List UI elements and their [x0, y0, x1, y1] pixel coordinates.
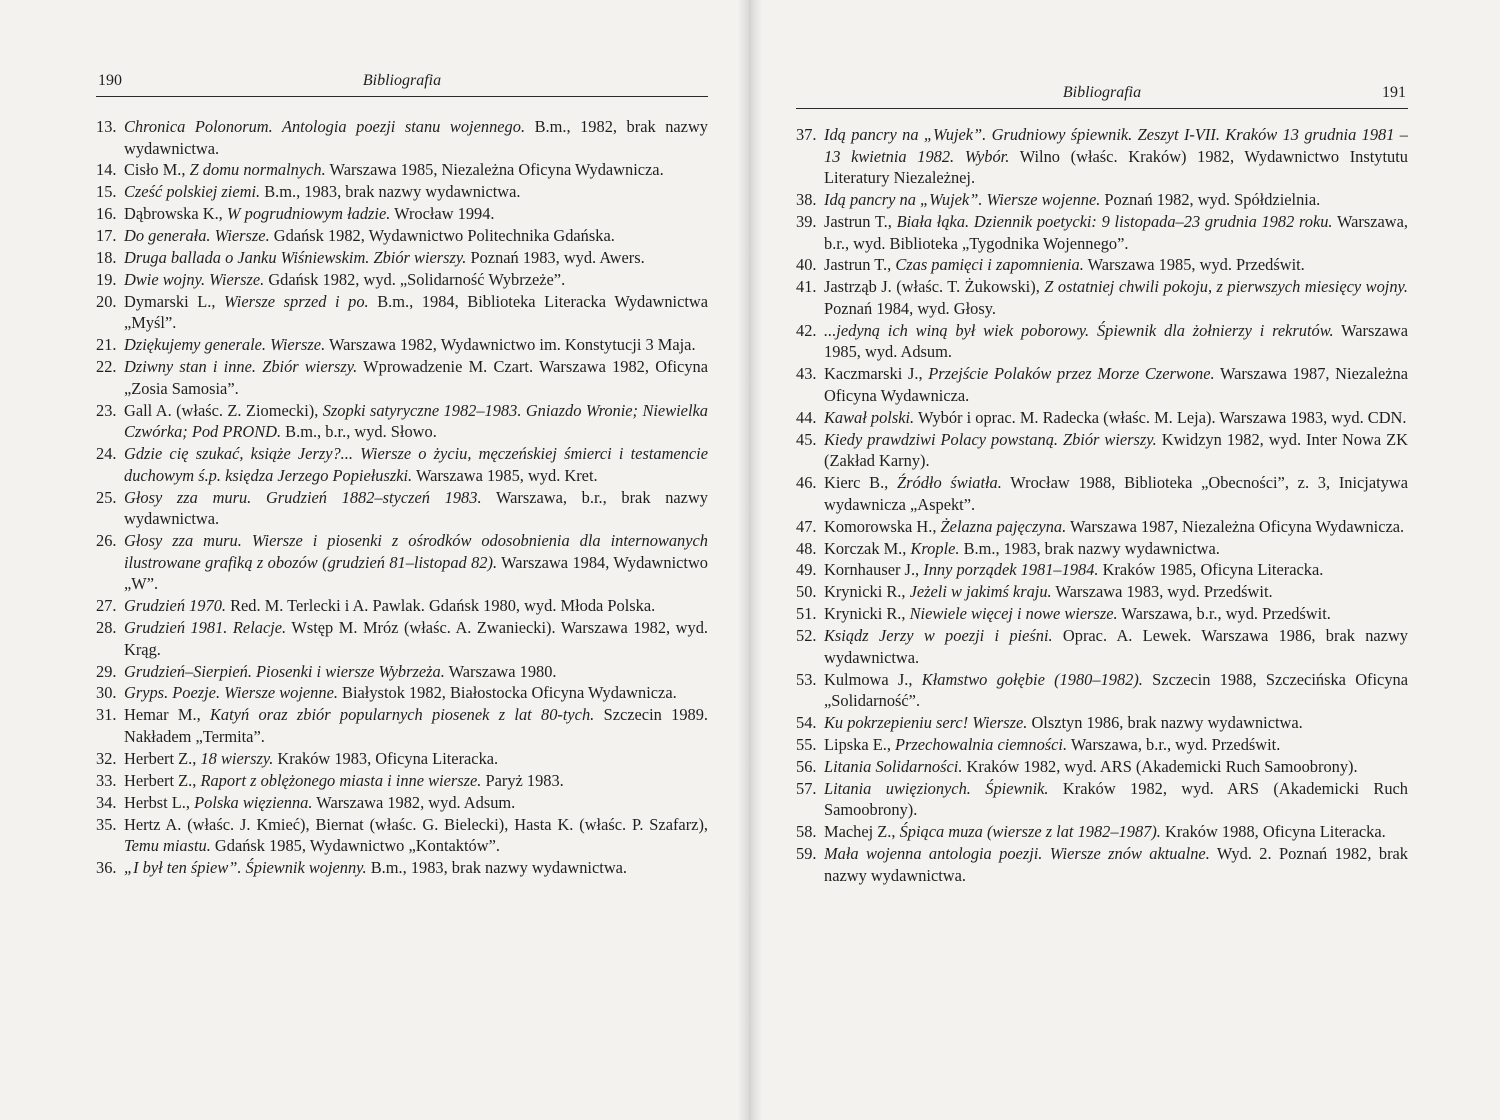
bibliography-entry [796, 756, 1408, 778]
bibliography-list [96, 116, 708, 879]
entry-number: 15. [96, 182, 117, 202]
entry-publication: Kraków 1985, Oficyna Literacka. [1098, 560, 1324, 580]
entry-title: Do generała. Wiersze. [124, 226, 270, 246]
entry-publication: Oprac. A. Lewek. Warszawa 1986, brak nazwy wydawnictwa. [824, 626, 1408, 667]
entry-title: Raport z oblężonego miasta i inne wiersze. [200, 770, 482, 790]
bibliography-entry [96, 661, 708, 683]
entry-number: 29. [96, 661, 117, 681]
entry-number: 49. [796, 560, 817, 580]
entry-number: 47. [796, 516, 817, 536]
entry-title: Gdzie cię szukać, książe Jerzy?... Wiersze o życiu, męczeńskiej śmierci i testamencie duchowym ś.p. księdza Jerzego Popiełuszki. [124, 444, 708, 485]
page-number: 191 [1382, 84, 1406, 101]
entry-title: Litania Solidarności. [824, 756, 963, 776]
bibliography-entry [96, 225, 708, 247]
entry-title: Głosy zza muru. Grudzień 1882–styczeń 1983. [124, 487, 482, 507]
entry-title: Kiedy prawdziwi Polacy powstaną. Zbiór wierszy. [824, 429, 1157, 449]
entry-author: Herbst L., [124, 792, 195, 812]
entry-publication: Wyd. 2. Poznań 1982, brak nazwy wydawnictwa. [824, 844, 1408, 885]
bibliography-entry [796, 254, 1408, 276]
bibliography-entry [796, 581, 1408, 603]
bibliography-entry [96, 269, 708, 291]
entry-number: 40. [796, 255, 817, 275]
entry-author: Herbert Z., [124, 748, 201, 768]
entry-title: Litania uwięzionych. Śpiewnik. [824, 778, 1049, 798]
entry-number: 23. [96, 400, 117, 420]
entry-title: Dziwny stan i inne. Zbiór wierszy. [124, 357, 358, 377]
entry-title: Temu miastu. [124, 836, 211, 856]
entry-publication: Warszawa, b.r., wyd. Przedświt. [1067, 734, 1281, 754]
entry-number: 48. [796, 538, 817, 558]
entry-publication: Szczecin 1988, Szczecińska Oficyna „Solidarność”. [824, 669, 1408, 711]
entry-title: Idą pancry na „Wujek”. Wiersze wojenne. [824, 190, 1101, 210]
entry-publication: Poznań 1983, wyd. Awers. [466, 248, 645, 268]
entry-author: Kulmowa J., [824, 669, 922, 689]
entry-title: Z ostatniej chwili pokoju, z pierwszych miesięcy wojny. [1044, 277, 1408, 297]
entry-author: Kornhauser J., [824, 560, 924, 580]
entry-title: Biała łąka. Dziennik poetycki: 9 listopada–23 grudnia 1982 roku. [896, 211, 1333, 231]
entry-publication: Kraków 1983, Oficyna Literacka. [273, 748, 499, 768]
entry-title: Grudzień 1970. [124, 596, 226, 616]
bibliography-entry [96, 181, 708, 203]
entry-number: 30. [96, 683, 117, 703]
entry-number: 37. [796, 125, 817, 144]
entry-publication: B.m., 1982, brak nazwy wydawnictwa. [124, 117, 708, 158]
bibliography-entry [796, 407, 1408, 429]
bibliography-entry [796, 603, 1408, 625]
bibliography-entry [796, 189, 1408, 211]
entry-publication: Warszawa 1985, wyd. Kret. [412, 465, 598, 485]
bibliography-entry [96, 770, 708, 792]
bibliography-entry [96, 116, 708, 159]
bibliography-entry [96, 748, 708, 770]
entry-publication: Warszawa 1982, Wydawnictwo im. Konstytucji 3 Maja. [325, 335, 696, 355]
bibliography-entry [796, 276, 1408, 319]
entry-publication: Gdańsk 1985, Wydawnictwo „Kontaktów”. [210, 836, 500, 856]
entry-title: Mała wojenna antologia poezji. Wiersze znów aktualne. [824, 844, 1210, 864]
entry-number: 51. [796, 604, 817, 624]
entry-title: Kawał polski. [824, 407, 915, 427]
entry-number: 44. [796, 407, 817, 427]
running-title: Bibliografia [362, 72, 442, 89]
entry-title: Głosy zza muru. Wiersze i piosenki z ośrodków odosobnienia dla internowanych ilustrowane grafiką z obozów (grudzień 81–listopad 82). [124, 531, 708, 572]
entry-title: Ku pokrzepieniu serc! Wiersze. [824, 713, 1028, 733]
bibliography-entry [96, 247, 708, 269]
bibliography-entry [796, 363, 1408, 406]
bibliography-entry [96, 334, 708, 356]
entry-publication: Wprowadzenie M. Czart. Warszawa 1982, Oficyna „Zosia Samosia”. [124, 357, 708, 398]
entry-title: ...jedyną ich winą był wiek poborowy. Śpiewnik dla żołnierzy i rekrutów. [824, 320, 1334, 340]
entry-number: 46. [796, 473, 817, 493]
entry-number: 55. [796, 734, 817, 754]
entry-title: Inny porządek 1981–1984. [923, 560, 1099, 580]
entry-author: Gall A. (właśc. Z. Ziomecki), [124, 400, 323, 420]
right-page-header [796, 78, 1408, 109]
bibliography-entry [96, 203, 708, 225]
entry-title: Źródło światła. [897, 473, 1002, 493]
bibliography-entry [796, 843, 1408, 886]
entry-publication: B.m., b.r., wyd. Słowo. [281, 422, 437, 442]
entry-number: 17. [96, 226, 117, 246]
bibliography-entry [96, 487, 708, 530]
page-number: 190 [98, 72, 122, 89]
entry-publication: Warszawa 1987, Niezależna Oficyna Wydawnicza. [1066, 516, 1405, 536]
bibliography-entry [796, 734, 1408, 756]
bibliography-entry [96, 792, 708, 814]
entry-author: Korczak M., [824, 538, 911, 558]
entry-number: 34. [96, 792, 117, 812]
entry-author: Dymarski L., [124, 291, 225, 311]
entry-number: 26. [96, 531, 117, 551]
bibliography-entry [796, 778, 1408, 821]
entry-title: Ksiądz Jerzy w poezji i pieśni. [824, 626, 1053, 646]
entry-author: Hemar M., [124, 705, 210, 725]
entry-title: Polska więzienna. [194, 792, 313, 812]
entry-title: Chronica Polonorum. Antologia poezji stanu wojennego. [124, 117, 526, 136]
entry-number: 41. [796, 277, 817, 297]
bibliography-entry [96, 595, 708, 617]
entry-publication: Poznań 1984, wyd. Głosy. [824, 298, 996, 318]
entry-number: 45. [796, 429, 817, 449]
bibliography-list [796, 124, 1408, 887]
entry-publication: Kwidzyn 1982, wyd. Inter Nowa ZK (Zakład Karny). [824, 429, 1408, 471]
entry-publication: Warszawa 1983, wyd. Przedświt. [1051, 582, 1273, 602]
entry-number: 22. [96, 357, 117, 377]
entry-author: Komorowska H., [824, 516, 941, 536]
entry-author: Cisło M., [124, 160, 190, 180]
entry-title: Czas pamięci i zapomnienia. [895, 255, 1084, 275]
entry-title: Niewiele więcej i nowe wiersze. [909, 604, 1118, 624]
entry-number: 57. [796, 778, 817, 798]
entry-title: Żelazna pajęczyna. [940, 516, 1067, 536]
entry-author: Krynicki R., [824, 604, 910, 624]
entry-number: 42. [796, 320, 817, 340]
entry-title: Grudzień 1981. Relacje. [124, 618, 287, 638]
bibliography-entry [796, 712, 1408, 734]
entry-title: W pogrudniowym ładzie. [226, 204, 391, 224]
entry-title: Dziękujemy generale. Wiersze. [124, 335, 326, 355]
entry-number: 32. [96, 748, 117, 768]
entry-publication: Warszawa 1985, wyd. Przedświt. [1083, 255, 1305, 275]
entry-number: 53. [796, 669, 817, 689]
entry-title: Cześć polskiej ziemi. [124, 182, 261, 202]
entry-number: 16. [96, 204, 117, 224]
bibliography-entry [796, 211, 1408, 254]
bibliography-entry [96, 400, 708, 443]
entry-title: Z domu normalnych. [189, 160, 326, 180]
entry-author: Machej Z., [824, 822, 900, 842]
entry-publication: Wybór i oprac. M. Radecka (właśc. M. Leja). Warszawa 1983, wyd. CDN. [914, 407, 1407, 427]
entry-number: 43. [796, 364, 817, 384]
running-title: Bibliografia [1062, 84, 1142, 101]
bibliography-entry [796, 538, 1408, 560]
entry-title: 18 wierszy. [200, 748, 274, 768]
entry-title: Kłamstwo gołębie (1980–1982). [921, 669, 1143, 689]
entry-publication: Warszawa, b.r., brak nazwy wydawnictwa. [124, 487, 708, 529]
bibliography-entry [796, 559, 1408, 581]
entry-publication: Wrocław 1988, Biblioteka „Obecności”, z. 3, Inicjatywa wydawnicza „Aspekt”. [824, 473, 1408, 514]
entry-number: 25. [96, 487, 117, 507]
bibliography-entry [796, 669, 1408, 712]
entry-title: Szopki satyryczne 1982–1983. Gniazdo Wronie; Niewielka Czwórka; Pod PROND. [124, 400, 708, 442]
bibliography-entry [796, 821, 1408, 843]
entry-number: 35. [96, 814, 117, 834]
right-page [796, 0, 1408, 1120]
bibliography-entry [796, 625, 1408, 668]
entry-publication: B.m., 1984, Biblioteka Literacka Wydawnictwa „Myśl”. [124, 291, 709, 333]
entry-title: Śpiąca muza (wiersze z lat 1982–1987). [899, 822, 1161, 842]
entry-publication: Paryż 1983. [481, 770, 564, 790]
entry-author: Krynicki R., [824, 582, 910, 602]
bibliography-entry [796, 516, 1408, 538]
entry-number: 19. [96, 269, 117, 289]
entry-number: 28. [96, 618, 117, 638]
entry-publication: Warszawa 1987, Niezależna Oficyna Wydawnicza. [824, 364, 1408, 405]
entry-author: Kierc B., [824, 473, 898, 493]
entry-number: 58. [796, 822, 817, 842]
entry-number: 52. [796, 626, 817, 646]
entry-publication: Kraków 1988, Oficyna Literacka. [1160, 822, 1386, 842]
entry-publication: Kraków 1982, wyd. ARS (Akademicki Ruch Samoobrony). [962, 756, 1358, 776]
entry-title: Przejście Polaków przez Morze Czerwone. [928, 364, 1215, 384]
bibliography-entry [96, 682, 708, 704]
entry-publication: Warszawa 1982, wyd. Adsum. [312, 792, 516, 812]
entry-number: 31. [96, 705, 117, 725]
entry-title: Idą pancry na „Wujek”. Grudniowy śpiewnik. Zeszyt I-VII. Kraków 13 grudnia 1981 – 13 kwietnia 1982. Wybór. [824, 125, 1408, 166]
entry-author: Kaczmarski J., [824, 364, 929, 384]
entry-title: Przechowalnia ciemności. [895, 734, 1068, 754]
bibliography-entry [96, 857, 708, 879]
entry-publication: Gdańsk 1982, Wydawnictwo Politechnika Gdańska. [269, 226, 615, 246]
entry-publication: Wstęp M. Mróz (właśc. A. Zwaniecki). Warszawa 1982, wyd. Krąg. [124, 618, 708, 659]
entry-number: 56. [796, 756, 817, 776]
entry-publication: B.m., 1983, brak nazwy wydawnictwa. [366, 858, 628, 878]
entry-publication: Warszawa 1985, Niezależna Oficyna Wydawnicza. [325, 160, 664, 180]
entry-number: 54. [796, 713, 817, 733]
book-gutter [738, 0, 762, 1120]
bibliography-entry [96, 356, 708, 399]
entry-author: Jastrun T., [824, 255, 896, 275]
bibliography-entry [796, 320, 1408, 363]
bibliography-entry [96, 159, 708, 181]
entry-title: Dwie wojny. Wiersze. [124, 269, 265, 289]
entry-title: Gryps. Poezje. Wiersze wojenne. [124, 683, 338, 703]
entry-publication: Warszawa 1980. [444, 661, 557, 681]
entry-publication: Warszawa 1985, wyd. Adsum. [824, 320, 1408, 362]
entry-title: Wiersze sprzed i po. [224, 291, 369, 311]
entry-number: 50. [796, 582, 817, 602]
entry-number: 14. [96, 160, 117, 180]
entry-publication: Warszawa, b.r., wyd. Przedświt. [1117, 604, 1331, 624]
entry-number: 13. [96, 117, 117, 136]
left-page [96, 0, 708, 1120]
entry-publication: Wrocław 1994. [390, 204, 495, 224]
entry-publication: B.m., 1983, brak nazwy wydawnictwa. [260, 182, 521, 202]
bibliography-entry [96, 617, 708, 660]
entry-number: 18. [96, 248, 117, 268]
entry-author: Herbert Z., [124, 770, 201, 790]
bibliography-entry [96, 291, 708, 334]
entry-publication: Gdańsk 1982, wyd. „Solidarność Wybrzeże”. [264, 269, 566, 289]
entry-author: Dąbrowska K., [124, 204, 227, 224]
entry-publication: Białystok 1982, Białostocka Oficyna Wydawnicza. [337, 683, 677, 703]
entry-title: Grudzień–Sierpień. Piosenki i wiersze Wybrzeża. [124, 661, 445, 681]
entry-number: 20. [96, 291, 117, 311]
bibliography-entry [796, 124, 1408, 189]
entry-title: Krople. [910, 538, 960, 558]
entry-publication: Warszawa, b.r., wyd. Biblioteka „Tygodnika Wojennego”. [824, 211, 1408, 253]
entry-number: 39. [796, 211, 817, 231]
bibliography-entry [796, 429, 1408, 472]
bibliography-entry [96, 814, 708, 857]
entry-publication: Red. M. Terlecki i A. Pawlak. Gdańsk 1980, wyd. Młoda Polska. [226, 596, 656, 616]
bibliography-entry [796, 472, 1408, 515]
entry-publication: Olsztyn 1986, brak nazwy wydawnictwa. [1027, 713, 1303, 733]
bibliography-entry [96, 704, 708, 747]
entry-number: 59. [796, 844, 817, 864]
entry-number: 38. [796, 190, 817, 210]
entry-author: Lipska E., [824, 734, 896, 754]
entry-author: Jastrun T., [824, 211, 897, 231]
entry-publication: Warszawa 1984, Wydawnictwo „W”. [124, 552, 709, 594]
entry-publication: Wilno (właśc. Kraków) 1982, Wydawnictwo Instytutu Literatury Niezależnej. [824, 146, 1408, 188]
entry-publication: Poznań 1982, wyd. Spółdzielnia. [1100, 190, 1321, 210]
entry-number: 24. [96, 444, 117, 464]
entry-publication: Kraków 1982, wyd. ARS (Akademicki Ruch Samoobrony). [824, 778, 1408, 820]
entry-title: Jeżeli w jakimś kraju. [909, 582, 1052, 602]
entry-title: Druga ballada o Janku Wiśniewskim. Zbiór wierszy. [124, 248, 467, 268]
entry-author: Jastrząb J. (właśc. T. Żukowski), [824, 277, 1045, 297]
entry-title: „I był ten śpiew”. Śpiewnik wojenny. [124, 858, 367, 878]
entry-number: 21. [96, 335, 117, 355]
entry-publication: B.m., 1983, brak nazwy wydawnictwa. [959, 538, 1220, 558]
entry-title: Katyń oraz zbiór popularnych piosenek z lat 80-tych. [209, 705, 595, 725]
bibliography-entry [96, 443, 708, 486]
bibliography-entry [96, 530, 708, 595]
left-page-header [96, 66, 708, 97]
entry-number: 36. [96, 858, 117, 878]
entry-publication: Szczecin 1989. Nakładem „Termita”. [124, 705, 708, 746]
entry-number: 27. [96, 596, 117, 616]
entry-author: Hertz A. (właśc. J. Kmieć), Biernat (właśc. G. Bielecki), Hasta K. (właśc. P. Szafarz), [124, 814, 708, 834]
entry-number: 33. [96, 770, 117, 790]
